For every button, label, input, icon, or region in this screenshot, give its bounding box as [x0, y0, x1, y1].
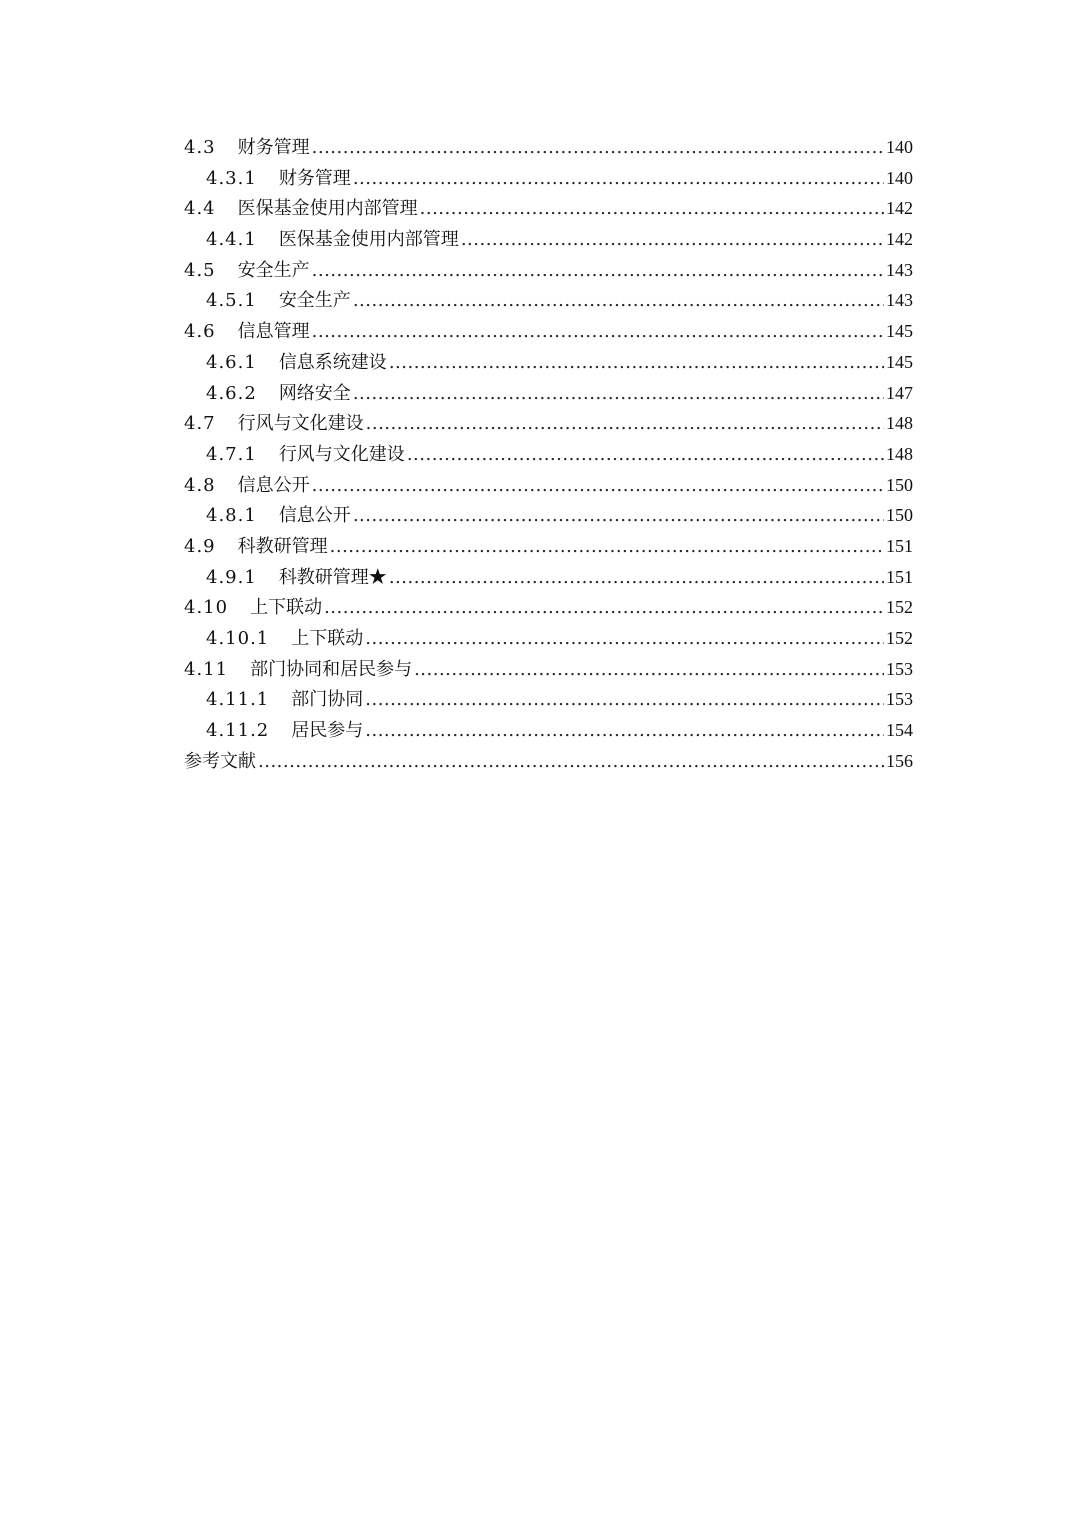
toc-entry[interactable] [184, 255, 913, 286]
toc-entry-page-number: 150 [886, 474, 913, 495]
toc-entry-page-number: 151 [886, 535, 913, 556]
toc-dot-leader [389, 348, 884, 379]
toc-entry-number: 4.11.1 [206, 689, 270, 711]
toc-entry-page-number: 145 [886, 321, 913, 342]
toc-entry-number: 4.3.1 [206, 167, 257, 189]
toc-entry[interactable] [184, 562, 913, 593]
toc-entry-number: 4.6.2 [206, 382, 257, 404]
toc-entry-number: 4.6.1 [206, 351, 257, 373]
toc-entry-title: 行风与文化建设 [278, 443, 405, 465]
toc-dot-leader [365, 716, 884, 747]
toc-entry-title: 财务管理 [237, 137, 310, 158]
toc-entry-page-number: 148 [886, 413, 913, 434]
toc-entry-page-number: 143 [886, 259, 913, 280]
toc-entry-page-number: 147 [886, 382, 913, 403]
toc-entry-page-number: 142 [886, 229, 913, 250]
toc-dot-leader [312, 256, 884, 287]
toc-entry[interactable] [184, 408, 913, 439]
toc-entry-page-number: 140 [886, 137, 913, 157]
toc-entry[interactable] [184, 132, 913, 163]
toc-dot-leader [414, 655, 884, 686]
toc-entry-page-number: 143 [886, 290, 913, 311]
toc-entry-number: 4.7.1 [206, 443, 257, 465]
toc-entry-title: 部门协同和居民参与 [250, 658, 413, 680]
toc-dot-leader [312, 317, 884, 348]
toc-entry-page-number: 152 [886, 628, 913, 648]
toc-entry-number: 4.4 [184, 198, 216, 220]
toc-entry-number: 4.8.1 [206, 505, 257, 527]
toc-entry-number: 4.5.1 [206, 290, 257, 312]
toc-dot-leader [330, 532, 884, 563]
toc-entry[interactable] [184, 623, 913, 654]
toc-dot-leader [420, 194, 884, 225]
toc-entry-title: 安全生产 [237, 259, 310, 281]
toc-entry-number: 4.3 [184, 137, 216, 158]
toc-entry-title: 部门协同 [291, 689, 364, 711]
toc-entry-number: 4.10.1 [206, 628, 270, 649]
toc-entry-page-number: 142 [886, 198, 913, 219]
toc-entry[interactable] [184, 439, 913, 470]
toc-entry-page-number: 153 [886, 689, 913, 710]
toc-entry[interactable] [184, 224, 913, 255]
toc-entry[interactable] [184, 470, 913, 501]
toc-entry-number: 4.8 [184, 474, 216, 496]
toc-dot-leader [312, 133, 884, 164]
toc-entry-title: 安全生产 [278, 290, 351, 312]
toc-dot-leader [365, 624, 884, 655]
toc-entry-page-number: 150 [886, 505, 913, 526]
toc-entry-number: 4.9.1 [206, 566, 257, 588]
toc-dot-leader [353, 501, 884, 532]
toc-entry-page-number: 156 [886, 750, 913, 771]
toc-entry-title: 参考文献 [184, 750, 256, 772]
toc-entry-title: 居民参与 [291, 720, 364, 742]
toc-entry[interactable] [184, 347, 913, 378]
toc-dot-leader [366, 409, 884, 440]
toc-dot-leader [312, 471, 884, 502]
toc-entry[interactable] [184, 684, 913, 715]
toc-entry-number: 4.11 [184, 658, 229, 680]
toc-entry-title: 信息公开 [278, 505, 351, 527]
toc-dot-leader [389, 563, 884, 594]
toc-dot-leader [258, 747, 884, 778]
toc-entry-page-number: 140 [886, 167, 913, 188]
toc-entry-title: 科教研管理 [237, 535, 328, 557]
toc-entry[interactable] [184, 746, 913, 777]
toc-entry-page-number: 148 [886, 443, 913, 464]
toc-entry-title: 科教研管理★ [278, 566, 387, 588]
toc-dot-leader [353, 164, 884, 195]
toc-entry-number: 4.5 [184, 259, 216, 281]
toc-entry-title: 信息管理 [237, 321, 310, 343]
toc-dot-leader [324, 593, 884, 624]
toc-entry[interactable] [184, 163, 913, 194]
toc-entry[interactable] [184, 285, 913, 316]
toc-entry-number: 4.10 [184, 597, 229, 619]
toc-entry-page-number: 145 [886, 351, 913, 372]
table-of-contents [184, 132, 913, 776]
toc-entry-title: 上下联动 [250, 597, 323, 619]
toc-entry-title: 信息系统建设 [278, 351, 387, 373]
toc-dot-leader [461, 225, 884, 256]
toc-entry[interactable] [184, 715, 913, 746]
toc-entry[interactable] [184, 500, 913, 531]
toc-entry[interactable] [184, 531, 913, 562]
toc-entry[interactable] [184, 316, 913, 347]
toc-entry-title: 医保基金使用内部管理 [237, 198, 418, 220]
toc-entry-title: 财务管理 [278, 167, 351, 189]
toc-entry-page-number: 152 [886, 597, 913, 618]
toc-entry-page-number: 151 [886, 566, 913, 587]
toc-dot-leader [365, 685, 884, 716]
toc-entry-number: 4.7 [184, 413, 216, 435]
toc-entry-title: 医保基金使用内部管理 [278, 229, 459, 251]
toc-entry-page-number: 154 [886, 720, 913, 741]
toc-dot-leader [353, 286, 884, 317]
toc-entry[interactable] [184, 654, 913, 685]
toc-entry-number: 4.9 [184, 535, 216, 557]
toc-entry-number: 4.6 [184, 321, 216, 343]
toc-entry-title: 信息公开 [237, 474, 310, 496]
toc-entry-title: 上下联动 [291, 628, 364, 649]
toc-entry[interactable] [184, 592, 913, 623]
toc-entry-number: 4.11.2 [206, 720, 270, 742]
toc-entry[interactable] [184, 193, 913, 224]
toc-entry-title: 行风与文化建设 [237, 413, 364, 435]
toc-entry-page-number: 153 [886, 658, 913, 679]
toc-entry-number: 4.4.1 [206, 229, 257, 251]
toc-dot-leader [407, 440, 884, 471]
toc-entry[interactable] [184, 378, 913, 409]
toc-dot-leader [353, 379, 884, 410]
toc-entry-title: 网络安全 [278, 382, 351, 404]
